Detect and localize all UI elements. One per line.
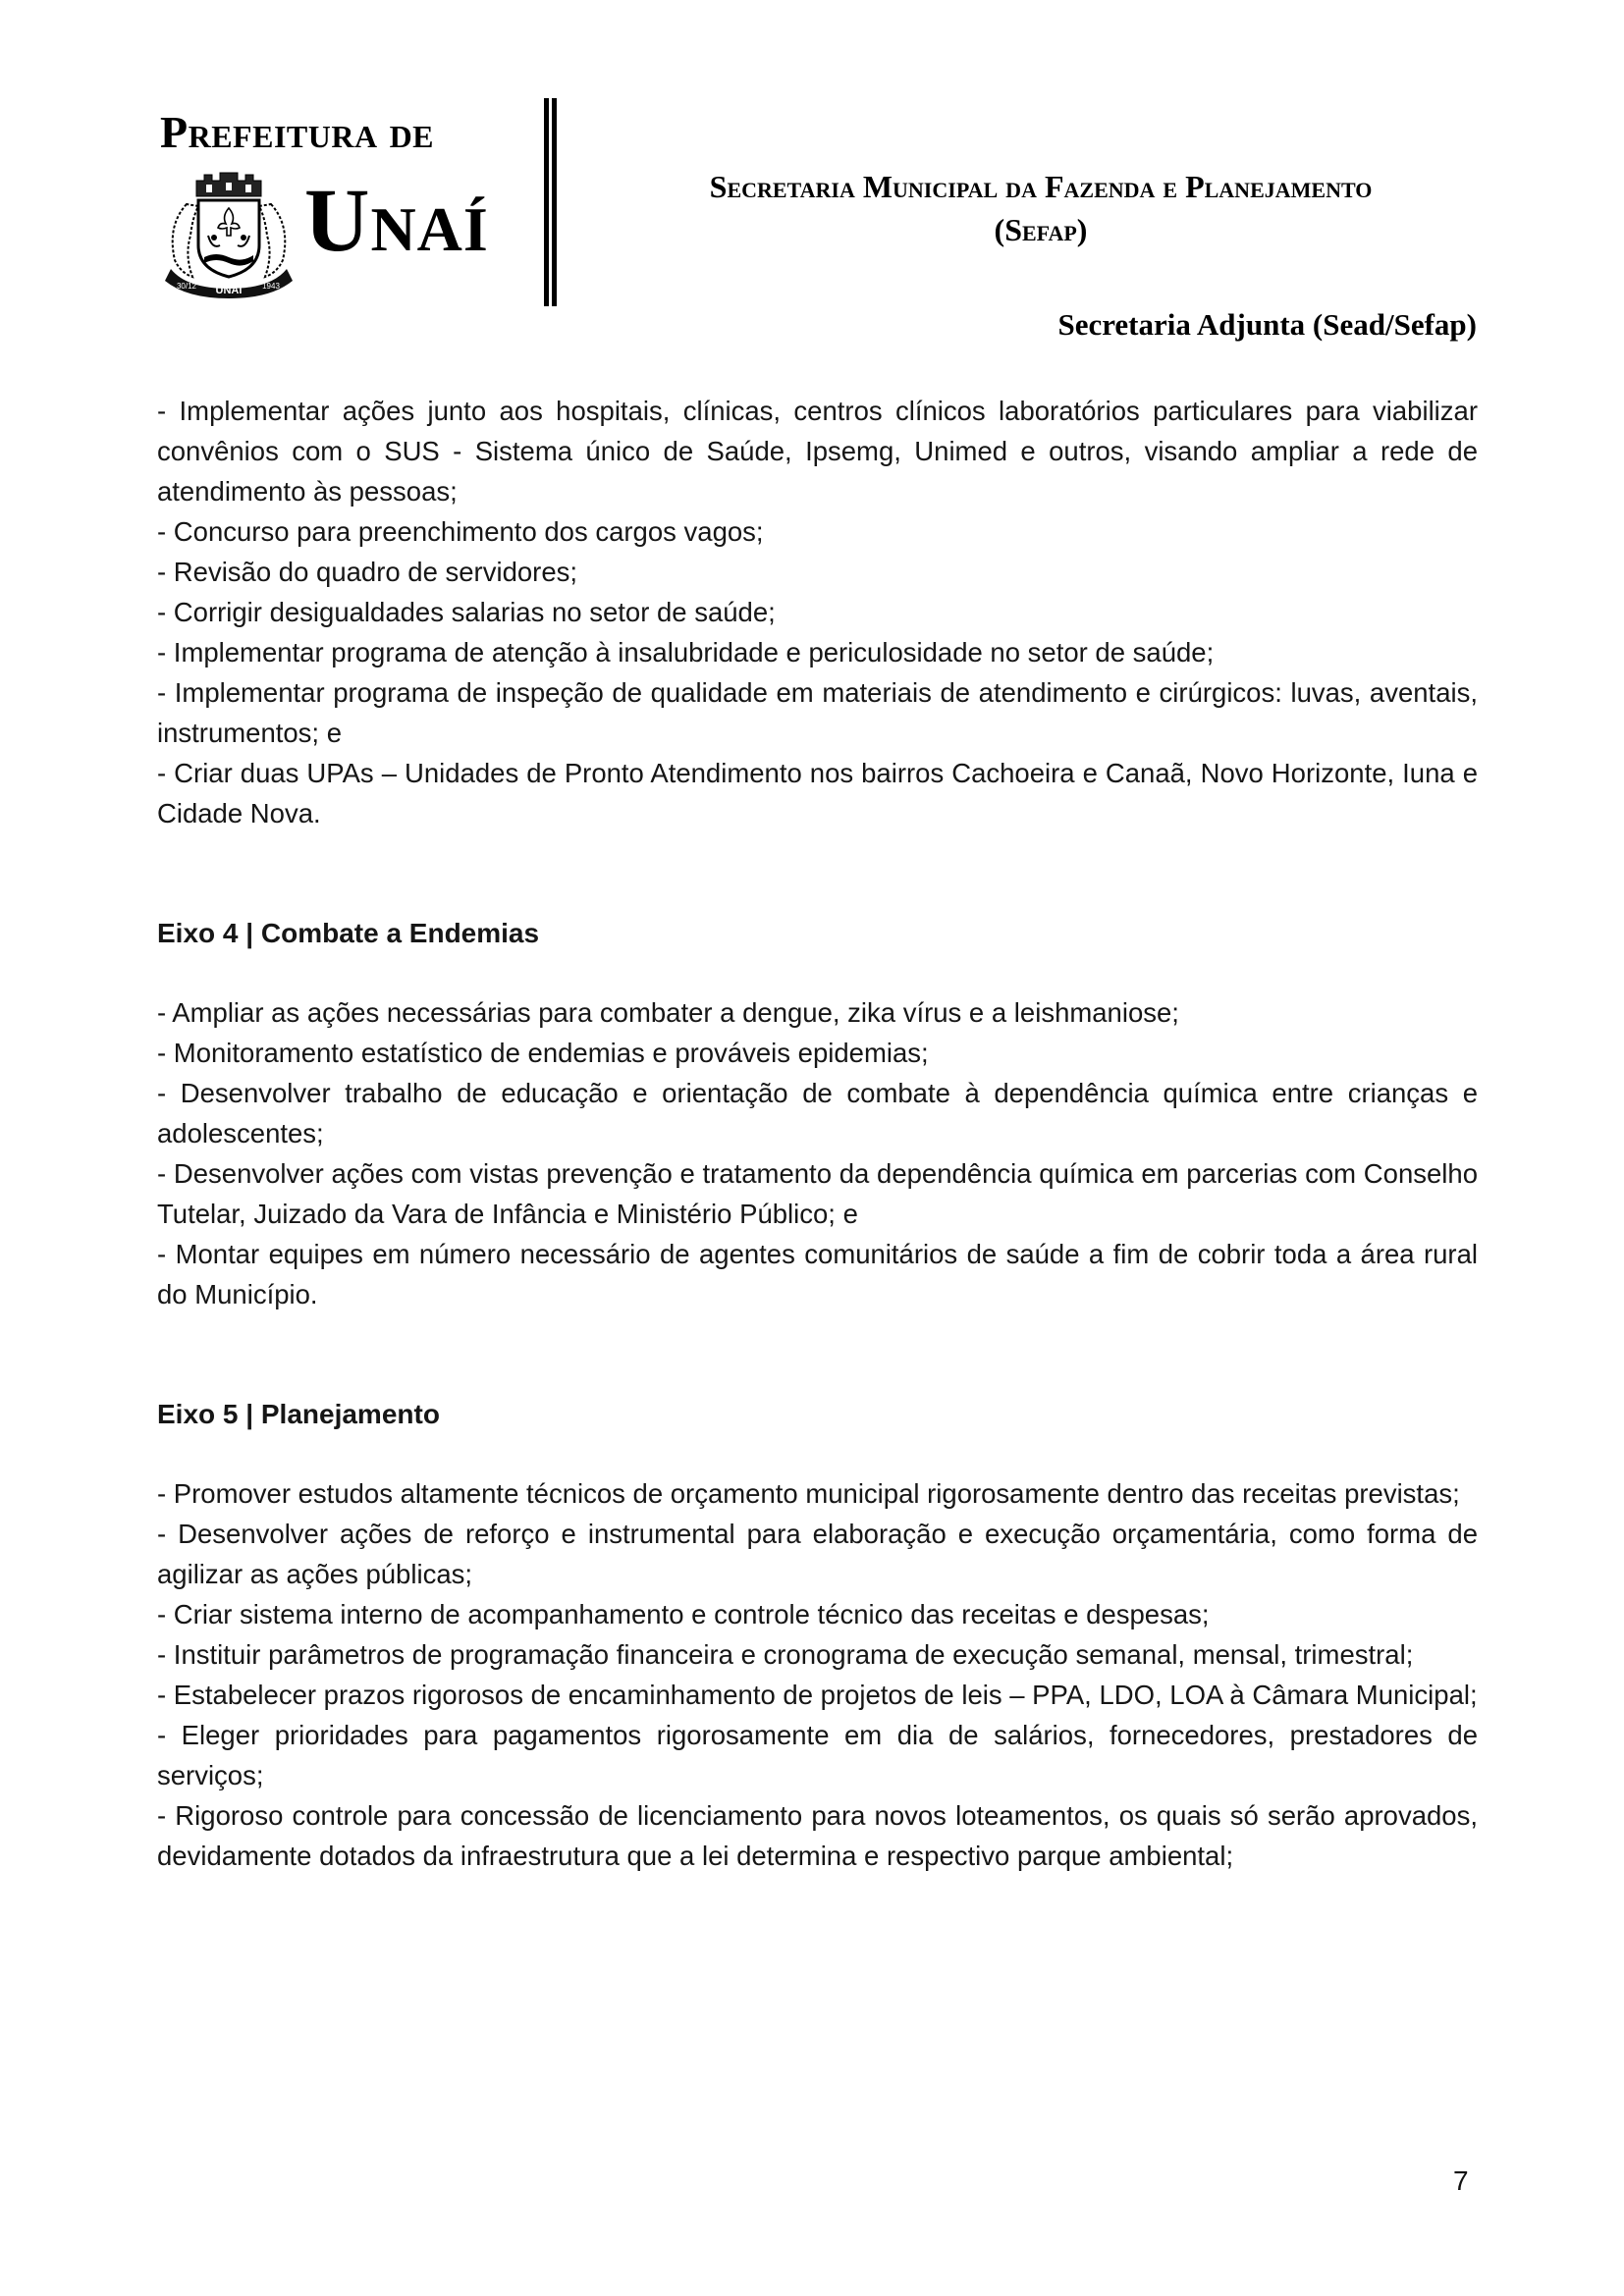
section-heading-eixo-4: Eixo 4 | Combate a Endemias [157, 918, 540, 948]
list-item: - Implementar ações junto aos hospitais, clínicas, centros clínicos laboratórios particulares para viabilizar convênios com o SUS - Sistema único de Saúde, Ipsemg, Unimed e outros, visando ampliar a rede de atendimento às pessoas; [157, 396, 1478, 507]
list-item: - Estabelecer prazos rigorosos de encaminhamento de projetos de leis – PPA, LDO, LOA à Câmara Municipal; [157, 1680, 1478, 1710]
prefeitura-title-line2: Unaí [304, 170, 489, 270]
list-item: - Implementar programa de inspeção de qualidade em materiais de atendimento e cirúrgicos: luvas, aventais, instrumentos; e [157, 677, 1478, 748]
list-item: - Rigoroso controle para concessão de licenciamento para novos loteamentos, os quais só serão aprovados, devidamente dotados da infraestrutura que a lei determina e respectivo parque ambiental; [157, 1800, 1478, 1871]
list-item: - Desenvolver trabalho de educação e orientação de combate à dependência química entre crianças e adolescentes; [157, 1078, 1478, 1148]
header-divider-line-left [544, 98, 549, 306]
intro-list [157, 391, 1478, 833]
secretaria-adjunta-subtitle: Secretaria Adjunta (Sead/Sefap) [1057, 307, 1477, 342]
page-number: 7 [1453, 2165, 1469, 2196]
section-list-eixo-5 [157, 1473, 1478, 1876]
list-item: - Criar duas UPAs – Unidades de Pronto Atendimento nos bairros Cachoeira e Canaã, Novo Horizonte, Iuna e Cidade Nova. [157, 758, 1478, 828]
list-item: - Eleger prioridades para pagamentos rigorosamente em dia de salários, fornecedores, prestadores de serviços; [157, 1720, 1478, 1790]
prefeitura-logo-row [157, 165, 511, 302]
list-item: - Montar equipes em número necessário de agentes comunitários de saúde a fim de cobrir toda a área rural do Município. [157, 1239, 1478, 1309]
list-item: - Desenvolver ações de reforço e instrumental para elaboração e execução orçamentária, como forma de agilizar as ações públicas; [157, 1519, 1478, 1589]
list-item: - Revisão do quadro de servidores; [157, 557, 578, 587]
prefeitura-title-line1: Prefeitura de [160, 107, 435, 157]
svg-text:UNAÍ: UNAÍ [215, 285, 243, 296]
coat-of-arms-icon [157, 167, 300, 299]
list-item: - Promover estudos altamente técnicos de orçamento municipal rigorosamente dentro das receitas previstas; [157, 1478, 1460, 1509]
list-item: - Instituir parâmetros de programação financeira e cronograma de execução semanal, mensal, trimestral; [157, 1639, 1414, 1670]
section-heading-eixo-5: Eixo 5 | Planejamento [157, 1399, 440, 1429]
list-item: - Desenvolver ações com vistas prevenção e tratamento da dependência química em parcerias com Conselho Tutelar, Juizado da Vara de Infância e Ministério Público; e [157, 1158, 1478, 1229]
section-list-eixo-4 [157, 992, 1478, 1314]
list-item: - Criar sistema interno de acompanhamento e controle técnico das receitas e despesas; [157, 1599, 1210, 1629]
svg-text:1943: 1943 [262, 282, 280, 291]
list-item: - Monitoramento estatístico de endemias e prováveis epidemias; [157, 1038, 929, 1068]
list-item: - Ampliar as ações necessárias para combater a dengue, zika vírus e a leishmaniose; [157, 997, 1179, 1028]
list-item: - Implementar programa de atenção à insalubridade e periculosidade no setor de saúde; [157, 637, 1215, 667]
secretaria-heading [589, 165, 1492, 251]
secretaria-abbreviation: (Sefap) [994, 212, 1088, 247]
secretaria-title: Secretaria Municipal da Fazenda e Planejamento [709, 169, 1373, 204]
header-divider-line-right [552, 98, 557, 306]
list-item: - Corrigir desigualdades salarias no setor de saúde; [157, 597, 776, 627]
svg-text:30/12: 30/12 [176, 282, 197, 291]
list-item: - Concurso para preenchimento dos cargos vagos; [157, 516, 764, 547]
